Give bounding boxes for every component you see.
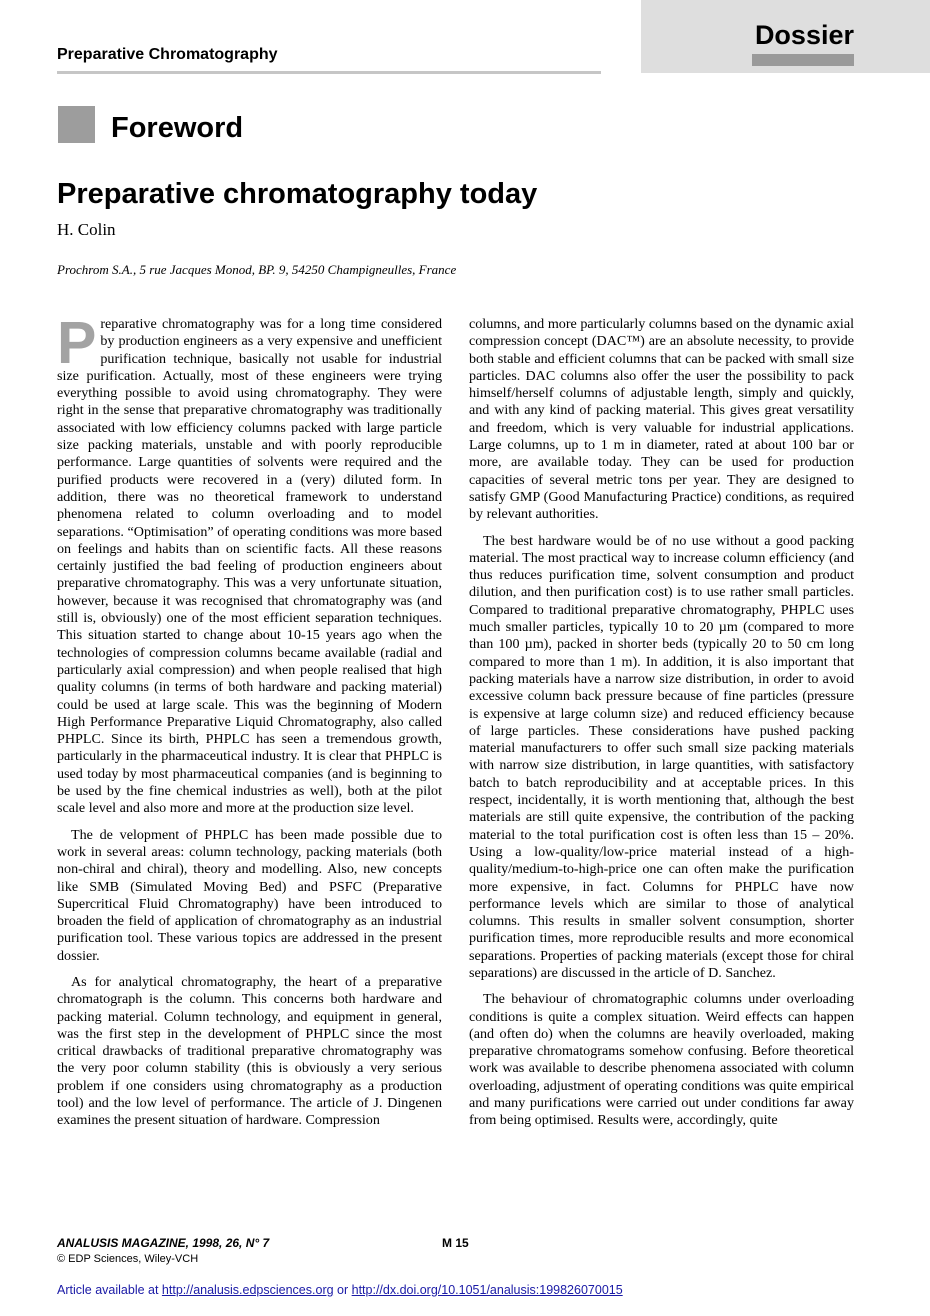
dossier-underline — [752, 54, 854, 66]
doi-link[interactable]: http://dx.doi.org/10.1051/analusis:199826070015 — [351, 1283, 623, 1297]
paragraph: The behaviour of chromatographic columns under overloading conditions is quite a complex situation. Weird effects can happen (and often do) when the columns are heavily overloaded, making preparative chromatograms somehow confusing. Before theoretical work was available to describe phenomena associated with column overloading, adjustment of operating conditions was quite empirical and many purifications were carried out under conditions far away from being optimised. Results were, accordingly, quite — [469, 991, 854, 1129]
author-affiliation: Prochrom S.A., 5 rue Jacques Monod, BP. 9, 54250 Champigneulles, France — [57, 262, 457, 277]
page-number: M 15 — [442, 1236, 469, 1250]
section-marker-icon — [58, 106, 95, 143]
paragraph: columns, and more particularly columns based on the dynamic axial compression concept (DAC™) are an absolute necessity, to provide both stable and efficient columns that can be packed with small size particles. DAC columns also offer the user the possibility to pack himself/herself columns of adjustable length, simply and quickly, and with any kind of packing material. This gives great versatility and freedom, which is very valuable for industrial applications. Large columns, up to 1 m in diameter, rated at about 100 bar or more, are available today. They can be used for production capacities of several metric tons per year. They are designed to satisfy GMP (Good Manufacturing Practice) conditions, as required by relevant authorities. — [469, 316, 854, 523]
journal-citation: ANALUSIS MAGAZINE, 1998, 26, N° 7 — [57, 1236, 270, 1250]
right-column — [469, 316, 854, 1139]
section-tag: Dossier — [754, 20, 854, 50]
left-column — [57, 310, 442, 1139]
article-availability — [57, 1283, 623, 1297]
running-head: Preparative Chromatography — [57, 46, 278, 63]
copyright: © EDP Sciences, Wiley-VCH — [57, 1253, 199, 1265]
paragraph: The de velopment of PHPLC has been made possible due to work in several areas: column technology, packing materials (both non-chiral and chiral), theory and modelling. Also, new concepts like SMB (Simulated Moving Bed) and PSFC (Preparative Supercritical Fluid Chromatography) have been introduced to broaden the field of application of chromatography as an industrial purification tool. These various topics are addressed in the present dossier. — [57, 826, 442, 964]
paragraph: The best hardware would be of no use without a good packing material. The most practical way to increase column efficiency (and thus reduces purification time, solvent consumption and product dilution, and then purification cost) is to use rather small particles. Compared to traditional preparative chromatography, PHPLC uses much smaller particles, typically 10 to 20 µm (compared to more than 100 µm), packed in shorter beds (typically 20 to 50 cm long compared to more than 1 m). In addition, it is also important that packing materials have a narrow size distribution, in order to avoid excessive column back pressure because of fine particles (pressure is expensive at large column size) and reduced efficiency because of large particles. These considerations have pushed packing material manufacturers to offer such small size packing materials with narrow size distribution, in large quantities, with satisfactory batch to batch reproducibility and at acceptable prices. In this respect, incidentally, it is worth mentioning that, although the best materials are still quite expensive, the contribution of the packing material to the total purification cost is often less than 15 – 20%. Using a low-quality/low-price material instead of a high-quality/medium-to-high-price one can often make the purification more expensive, in fact. Columns for PHPLC have now performance levels which are similar to those of analytical columns. This results in smaller solvent consumption, shorter purification times, more reproducible results and more economical separations. Properties of packing materials (except those for chiral separations) are discussed in the article of D. Sanchez. — [469, 532, 854, 981]
article-author: H. Colin — [57, 220, 116, 239]
article-title: Preparative chromatography today — [57, 178, 538, 210]
paragraph: As for analytical chromatography, the heart of a preparative chromatograph is the column. This concerns both hardware and packing material. Column technology, and equipment in general, was the first step in the development of PHPLC since the most critical drawbacks of traditional preparative chromatography was the very poor column stability (this is obviously a very serious problem if one considers using chromatography as a production tool) and the low level of performance. The article of J. Dingenen examines the present situation of hardware. Compression — [57, 973, 442, 1129]
article-prefix: Article available at — [57, 1283, 162, 1297]
journal-link[interactable]: http://analusis.edpsciences.org — [161, 1283, 334, 1297]
article-or: or — [333, 1283, 352, 1297]
header-rule — [57, 71, 601, 74]
drop-cap: P — [57, 310, 97, 376]
section-heading: Foreword — [111, 112, 244, 144]
paragraph — [57, 310, 442, 818]
paragraph-text: reparative chromatography was for a long time considered by production engineers as a very expensive and unefficient purification technique, basically not usable for industrial size purification. Actually, most of these engineers were trying everything possible to avoid using chromatography. They were right in the sense that preparative chromatography was traditionally associated with low efficiency columns packed with large particle size packing materials, unstable and with poorly reproducible performance. Large quantities of solvents were required and the purified products were recovered in a (very) diluted form. In addition, there was no theoretical framework to understand phenomena related to column overloading and to model separations. “Optimisation” of operating conditions was more based on feelings and habits than on scientific facts. All these reasons certainly justified the bad feeling of production engineers about preparative chromatography. This was a very unfortunate situation, however, because it was recognised that chromatography was (and still is, obviously) one of the most efficient separation techniques. This situation started to change about 10-15 years ago when the technologies of compression columns became available (radial and particularly axial compression) and when people realised that high quality columns (in terms of both hardware and packing material) could be used at large scale. This was the beginning of Modern High Performance Preparative Liquid Chromatography, also called PHPLC. Since its birth, PHPLC has seen a tremendous growth, particularly in the pharmaceutical industry. It is clear that PHPLC is used today by most pharmaceutical companies (and is beginning to be used by the fine chemical industries as well), both at the pilot scale level and also more and more at the production size level. — [57, 316, 442, 817]
